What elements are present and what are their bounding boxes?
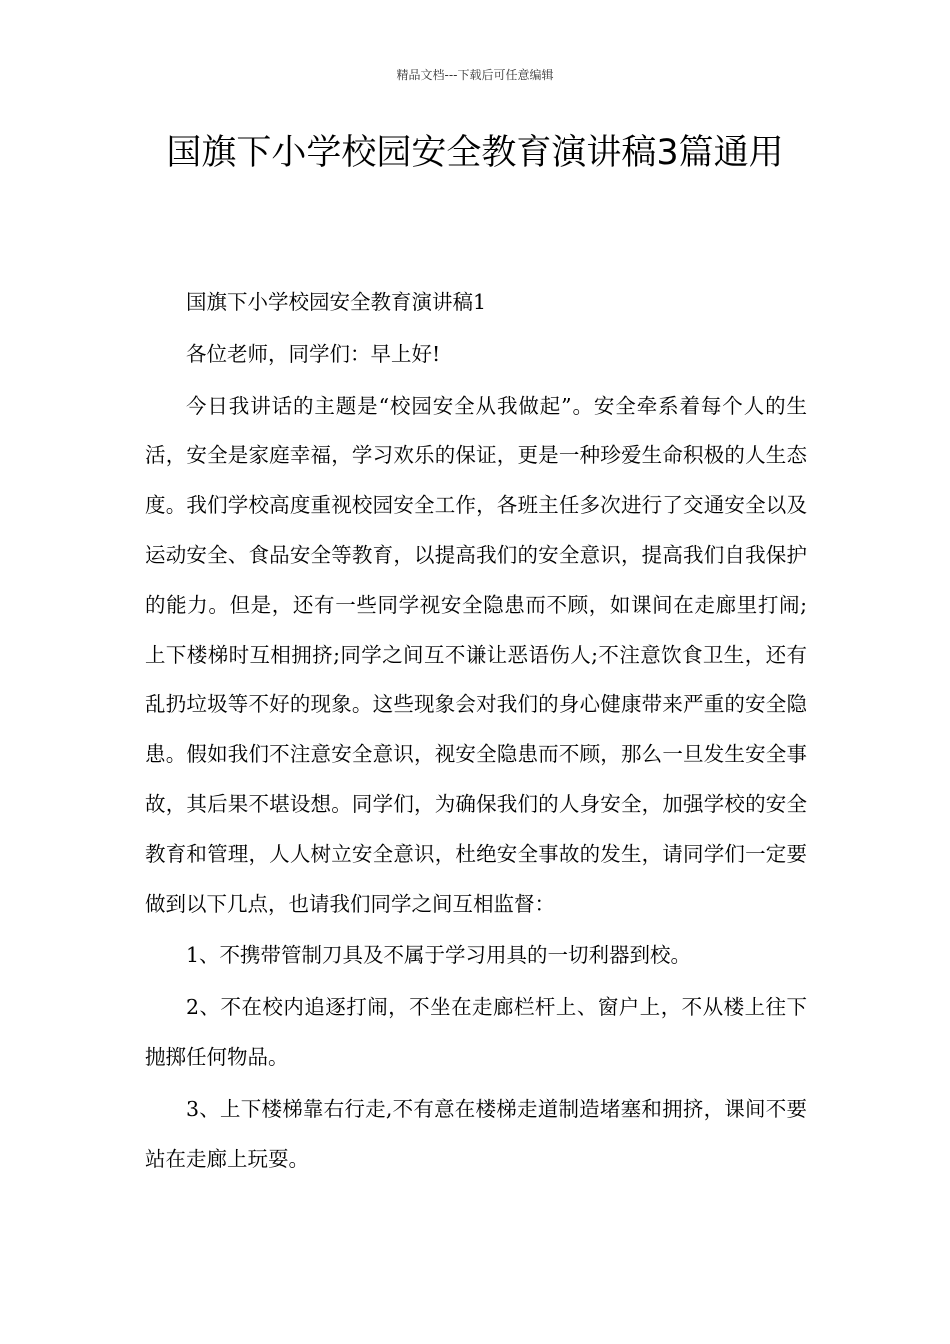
rule-item-3: 3、上下楼梯靠右行走,不有意在楼梯走道制造堵塞和拥挤，课间不要站在走廊上玩耍。 <box>145 1096 807 1171</box>
speech-heading: 国旗下小学校园安全教育演讲稿1 <box>186 290 487 314</box>
main-paragraph: 今日我讲话的主题是“校园安全从我做起”。安全牵系着每个人的生活，安全是家庭幸福，学习欢乐的保证，更是一种珍爱生命积极的人生态度。我们学校高度重视校园安全工作，各班主任多次进行了交通安全以及运动安全、食品安全等教育，以提高我们的安全意识，提高我们自我保护的能力。但是，还有一些同学视安全隐患而不顾，如课间在走廊里打闹;上下楼梯时互相拥挤;同学之间互不谦让恶语伤人;不注意饮食卫生，还有乱扔垃圾等不好的现象。这些现象会对我们的身心健康带来严重的安全隐患。假如我们不注意安全意识，视安全隐患而不顾，那么一旦发生安全事故，其后果不堪设想。同学们，为确保我们的人身安全，加强学校的安全教育和管理，人人树立安全意识，杜绝安全事故的发生，请同学们一定要做到以下几点，也请我们同学之间互相监督： <box>145 393 807 916</box>
header-note: 精品文档---下载后可任意编辑 <box>396 68 554 82</box>
greeting-paragraph: 各位老师，同学们：早上好! <box>186 341 441 366</box>
document-title: 国旗下小学校园安全教育演讲稿3篇通用 <box>166 133 784 173</box>
rule-item-2: 2、不在校内追逐打闹，不坐在走廊栏杆上、窗户上，不从楼上往下抛掷任何物品。 <box>145 995 807 1069</box>
document-body <box>145 278 807 1186</box>
rule-item-1: 1、不携带管制刀具及不属于学习用具的一切利器到校。 <box>186 943 692 968</box>
